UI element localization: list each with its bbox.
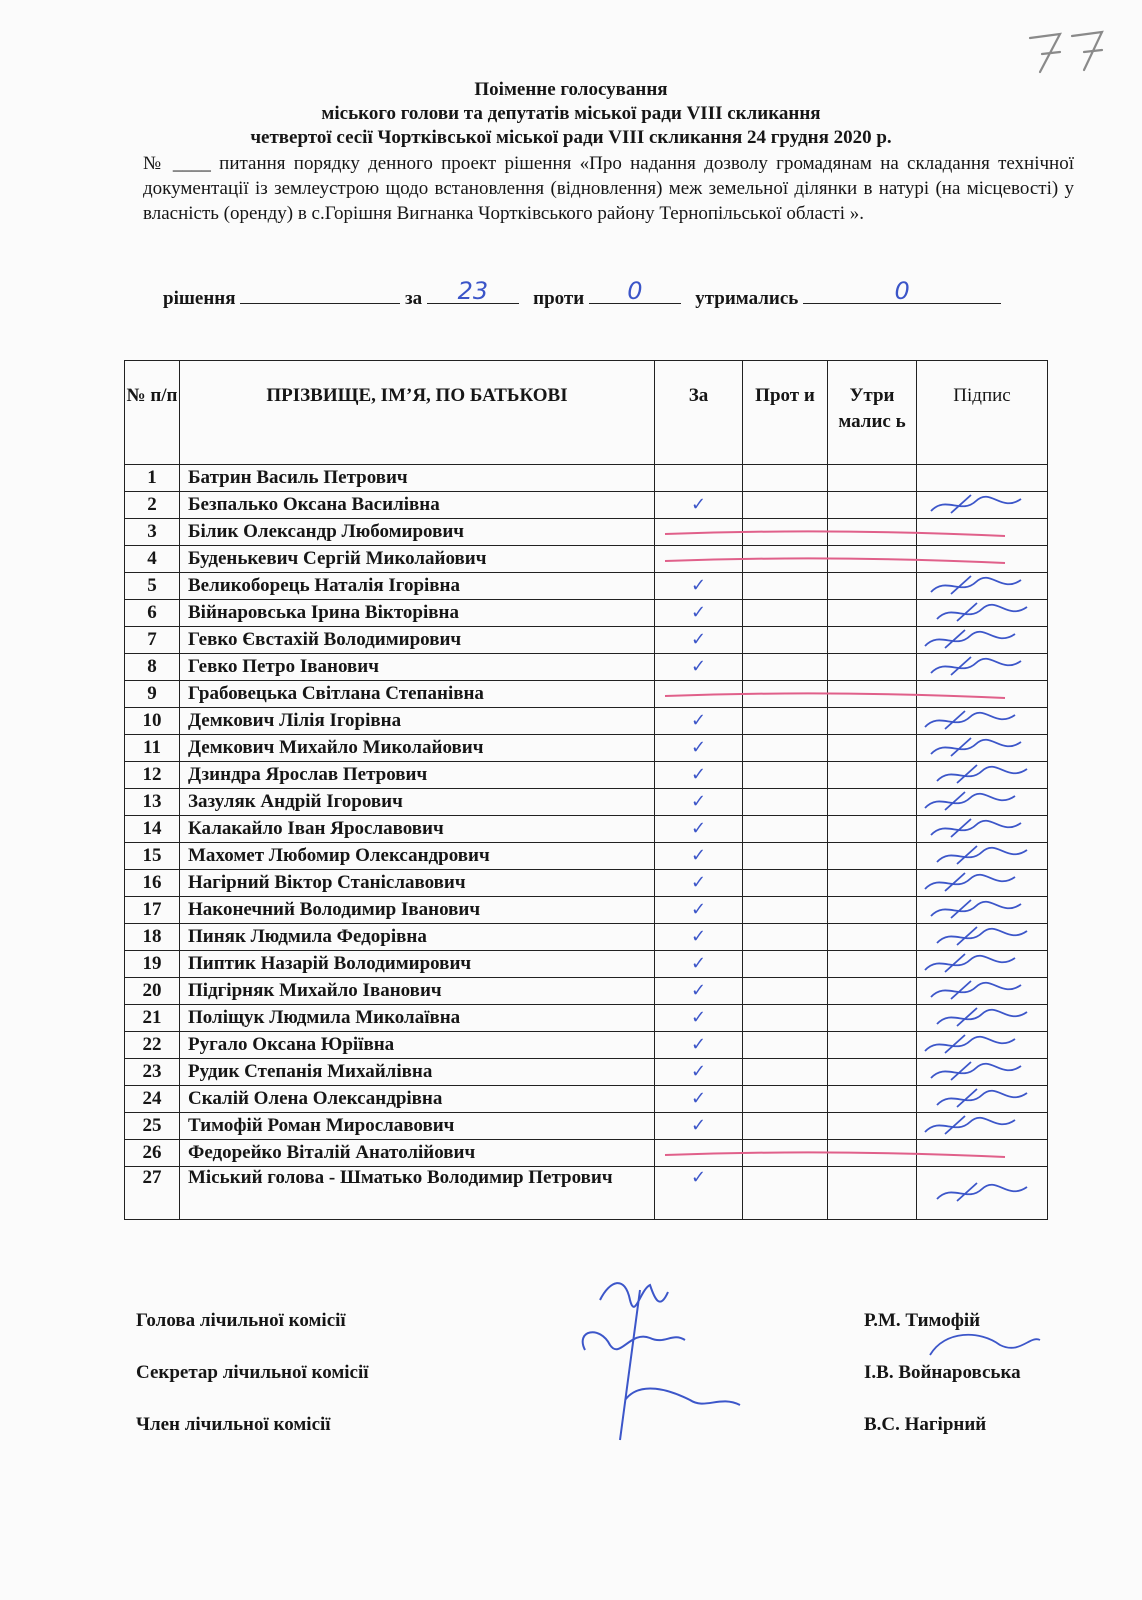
check-mark-icon: ✓ [690,1115,707,1136]
deputy-name: Гевко Петро Іванович [180,654,655,681]
vote-abstained-cell [828,1059,917,1086]
vote-for-cell [655,465,743,492]
header-name: ПРІЗВИЩЕ, ІМ’Я, ПО БАТЬКОВІ [180,361,655,465]
for-count [427,277,519,305]
table-row [125,951,1048,978]
deputy-name: Ругало Оксана Юріївна [180,1032,655,1059]
deputy-name: Тимофій Роман Мирославович [180,1113,655,1140]
row-number: 17 [125,897,180,924]
check-mark-icon: ✓ [690,575,707,596]
vote-against-cell [743,1032,828,1059]
signature-cell [917,1113,1048,1140]
row-number: 21 [125,1005,180,1032]
abstained-count-value: 0 [894,277,910,305]
vote-against-cell [743,627,828,654]
vote-against-cell [743,762,828,789]
deputy-name: Дзиндра Ярослав Петрович [180,762,655,789]
deputy-name: Наконечний Володимир Іванович [180,897,655,924]
check-mark-icon: ✓ [690,1007,707,1028]
vote-for-cell [655,546,743,573]
row-number: 4 [125,546,180,573]
vote-for-cell [655,1167,743,1220]
check-mark-icon: ✓ [690,629,707,650]
vote-abstained-cell [828,1167,917,1220]
vote-abstained-cell [828,789,917,816]
vote-abstained-cell [828,492,917,519]
vote-abstained-cell [828,519,917,546]
table-header-row [125,361,1048,465]
table-row [125,1005,1048,1032]
vote-against-cell [743,1086,828,1113]
commission-name-secretary: І.В. Войнаровська [864,1362,1021,1383]
deputy-name: Підгірняк Михайло Іванович [180,978,655,1005]
row-number: 25 [125,1113,180,1140]
check-mark-icon: ✓ [690,1034,707,1055]
check-mark-icon: ✓ [690,710,707,731]
deputy-name: Великоборець Наталія Ігорівна [180,573,655,600]
vote-for-cell [655,1059,743,1086]
row-number: 9 [125,681,180,708]
row-number: 27 [125,1167,180,1220]
check-mark-icon: ✓ [690,845,707,866]
deputy-name: Війнаровська Ірина Вікторівна [180,600,655,627]
signature-cell [917,951,1048,978]
commission-name-chair: Р.М. Тимофій [864,1310,981,1331]
check-mark-icon: ✓ [690,602,707,623]
signature-cell [917,654,1048,681]
signature-cell [917,546,1048,573]
vote-abstained-cell [828,1140,917,1167]
table-row [125,843,1048,870]
deputy-name: Гевко Євстахій Володимирович [180,627,655,654]
document-subtitle: міського голови та депутатів міської ради VIII скликання [321,103,821,124]
vote-against-cell [743,870,828,897]
table-row [125,1059,1048,1086]
signature-cell [917,465,1048,492]
decision-blank [240,285,400,304]
row-number: 14 [125,816,180,843]
check-mark-icon: ✓ [690,1167,707,1188]
table-row [125,573,1048,600]
agenda-item: № ____ питання порядку денного проект рішення «Про надання дозволу громадянам на складання технічної документації із землеустрою щодо встановлення (відновлення) меж земельної ділянки в натурі (на місцевості) у власність (оренду) в с.Горішня Вигнанка Чортківського району Тернопільської області ». [143,153,1074,224]
table-row [125,1086,1048,1113]
abstained-label: утримались [695,288,799,309]
signature-cell [917,1140,1048,1167]
row-number: 3 [125,519,180,546]
vote-abstained-cell [828,681,917,708]
vote-abstained-cell [828,546,917,573]
vote-abstained-cell [828,1113,917,1140]
row-number: 6 [125,600,180,627]
vote-abstained-cell [828,627,917,654]
table-row [125,546,1048,573]
vote-abstained-cell [828,654,917,681]
vote-abstained-cell [828,978,917,1005]
vote-against-cell [743,951,828,978]
vote-abstained-cell [828,1032,917,1059]
row-number: 22 [125,1032,180,1059]
vote-against-cell [743,816,828,843]
deputy-name: Поліщук Людмила Миколаївна [180,1005,655,1032]
row-number: 26 [125,1140,180,1167]
for-count-value: 23 [457,277,489,305]
table-row [125,465,1048,492]
check-mark-icon: ✓ [690,764,707,785]
vote-against-cell [743,924,828,951]
check-mark-icon: ✓ [690,791,707,812]
signature-cell [917,492,1048,519]
signature-cell [917,1059,1048,1086]
vote-abstained-cell [828,762,917,789]
header-for: За [655,361,743,465]
table-row [125,789,1048,816]
vote-against-cell [743,978,828,1005]
signature-cell [917,978,1048,1005]
commission-role-member: Член лічильної комісії [136,1414,331,1435]
vote-for-cell [655,708,743,735]
header-abstained: Утри малис ь [828,361,917,465]
deputy-name: Зазуляк Андрій Ігорович [180,789,655,816]
vote-for-cell [655,870,743,897]
signature-cell [917,870,1048,897]
vote-against-cell [743,1140,828,1167]
signature-cell [917,681,1048,708]
table-row [125,681,1048,708]
check-mark-icon: ✓ [690,980,707,1001]
header-num: № п/п [125,361,180,465]
row-number: 15 [125,843,180,870]
deputy-name: Скалій Олена Олександрівна [180,1086,655,1113]
signature-cell [917,735,1048,762]
vote-for-cell [655,600,743,627]
table-row [125,600,1048,627]
deputy-name: Демкович Лілія Ігорівна [180,708,655,735]
deputy-name: Білик Олександр Любомирович [180,519,655,546]
row-number: 24 [125,1086,180,1113]
vote-against-cell [743,681,828,708]
table-row [125,870,1048,897]
vote-abstained-cell [828,924,917,951]
vote-against-cell [743,1005,828,1032]
table-body [125,465,1048,1220]
table-row [125,492,1048,519]
table-row [125,519,1048,546]
deputy-name: Рудик Степанія Михайлівна [180,1059,655,1086]
vote-for-cell [655,1032,743,1059]
check-mark-icon: ✓ [690,926,707,947]
row-number: 19 [125,951,180,978]
vote-for-cell [655,1140,743,1167]
row-number: 7 [125,627,180,654]
vote-against-cell [743,600,828,627]
vote-against-cell [743,1167,828,1220]
signature-cell [917,789,1048,816]
deputy-name: Грабовецька Світлана Степанівна [180,681,655,708]
check-mark-icon: ✓ [690,818,707,839]
row-number: 18 [125,924,180,951]
table-row [125,627,1048,654]
signature-cell [917,600,1048,627]
signature-cell [917,762,1048,789]
table-row [125,924,1048,951]
signature-cell [917,1086,1048,1113]
deputy-name: Калакайло Іван Ярославович [180,816,655,843]
vote-for-cell [655,519,743,546]
check-mark-icon: ✓ [690,1061,707,1082]
signature-cell [917,897,1048,924]
signature-cell [917,924,1048,951]
row-number: 16 [125,870,180,897]
row-number: 23 [125,1059,180,1086]
deputy-name: Міський голова - Шматько Володимир Петрович [180,1167,655,1220]
session-line: четвертої сесії Чортківської міської ради VIII скликання 24 грудня 2020 р. [250,127,892,148]
vote-for-cell [655,897,743,924]
row-number: 2 [125,492,180,519]
table-row [125,897,1048,924]
vote-for-cell [655,789,743,816]
vote-against-cell [743,897,828,924]
vote-for-cell [655,843,743,870]
abstained-count [803,277,1001,305]
vote-for-cell [655,951,743,978]
check-mark-icon: ✓ [690,494,707,515]
vote-for-cell [655,492,743,519]
check-mark-icon: ✓ [690,656,707,677]
vote-abstained-cell [828,897,917,924]
check-mark-icon: ✓ [690,1088,707,1109]
row-number: 10 [125,708,180,735]
check-mark-icon: ✓ [690,953,707,974]
vote-against-cell [743,465,828,492]
vote-against-cell [743,1059,828,1086]
deputy-name: Батрин Василь Петрович [180,465,655,492]
vote-abstained-cell [828,600,917,627]
vote-for-cell [655,978,743,1005]
decision-label: рішення [163,288,236,309]
deputy-name: Пиптик Назарій Володимирович [180,951,655,978]
vote-abstained-cell [828,708,917,735]
table-row [125,654,1048,681]
vote-against-cell [743,546,828,573]
table-row [125,816,1048,843]
vote-for-cell [655,924,743,951]
roll-call-table [124,360,1048,1220]
vote-against-cell [743,654,828,681]
row-number: 5 [125,573,180,600]
vote-against-cell [743,492,828,519]
signature-cell [917,1005,1048,1032]
vote-abstained-cell [828,816,917,843]
commission-role-chair: Голова лічильної комісії [136,1310,346,1331]
vote-against-cell [743,789,828,816]
vote-for-cell [655,627,743,654]
vote-for-cell [655,1005,743,1032]
row-number: 20 [125,978,180,1005]
deputy-name: Демкович Михайло Миколайович [180,735,655,762]
deputy-name: Федорейко Віталій Анатолійович [180,1140,655,1167]
signature-cell [917,627,1048,654]
signature-cell [917,708,1048,735]
row-number: 13 [125,789,180,816]
vote-abstained-cell [828,843,917,870]
handwritten-page-number [1020,20,1120,80]
table-row [125,1140,1048,1167]
table-row [125,708,1048,735]
row-number: 8 [125,654,180,681]
vote-against-cell [743,708,828,735]
header-against: Прот и [743,361,828,465]
deputy-name: Безпалько Оксана Василівна [180,492,655,519]
document-title: Поіменне голосування [474,79,668,100]
commission-name-member: В.С. Нагірний [864,1414,987,1435]
deputy-name: Пиняк Людмила Федорівна [180,924,655,951]
vote-abstained-cell [828,951,917,978]
vote-against-cell [743,573,828,600]
vote-against-cell [743,735,828,762]
vote-for-cell [655,1113,743,1140]
check-mark-icon: ✓ [690,737,707,758]
vote-for-cell [655,573,743,600]
vote-abstained-cell [828,735,917,762]
vote-for-cell [655,681,743,708]
vote-for-cell [655,735,743,762]
signature-cell [917,519,1048,546]
vote-abstained-cell [828,465,917,492]
deputy-name: Нагірний Віктор Станіславович [180,870,655,897]
deputy-name: Махомет Любомир Олександрович [180,843,655,870]
vote-abstained-cell [828,573,917,600]
deputy-name: Буденькевич Сергій Миколайович [180,546,655,573]
vote-against-cell [743,519,828,546]
vote-abstained-cell [828,870,917,897]
signature-cell [917,843,1048,870]
vote-against-cell [743,843,828,870]
for-label: за [405,288,423,309]
vote-abstained-cell [828,1005,917,1032]
row-number: 1 [125,465,180,492]
table-row [125,735,1048,762]
signature-cell [917,816,1048,843]
commission-role-secretary: Секретар лічильної комісії [136,1362,369,1383]
check-mark-icon: ✓ [690,899,707,920]
row-number: 11 [125,735,180,762]
vote-for-cell [655,654,743,681]
vote-for-cell [655,1086,743,1113]
table-row [125,1113,1048,1140]
table-row [125,1032,1048,1059]
vote-results [163,277,1001,310]
signature-cell [917,1167,1048,1220]
against-count-value: 0 [627,277,643,305]
header-signature: Підпис [917,361,1048,465]
vote-for-cell [655,762,743,789]
against-label: проти [533,288,585,309]
check-mark-icon: ✓ [690,872,707,893]
signature-cell [917,1032,1048,1059]
table-row [125,762,1048,789]
vote-against-cell [743,1113,828,1140]
row-number: 12 [125,762,180,789]
table-row [125,1167,1048,1220]
against-count [589,277,681,305]
signature-cell [917,573,1048,600]
table-row [125,978,1048,1005]
vote-for-cell [655,816,743,843]
vote-abstained-cell [828,1086,917,1113]
